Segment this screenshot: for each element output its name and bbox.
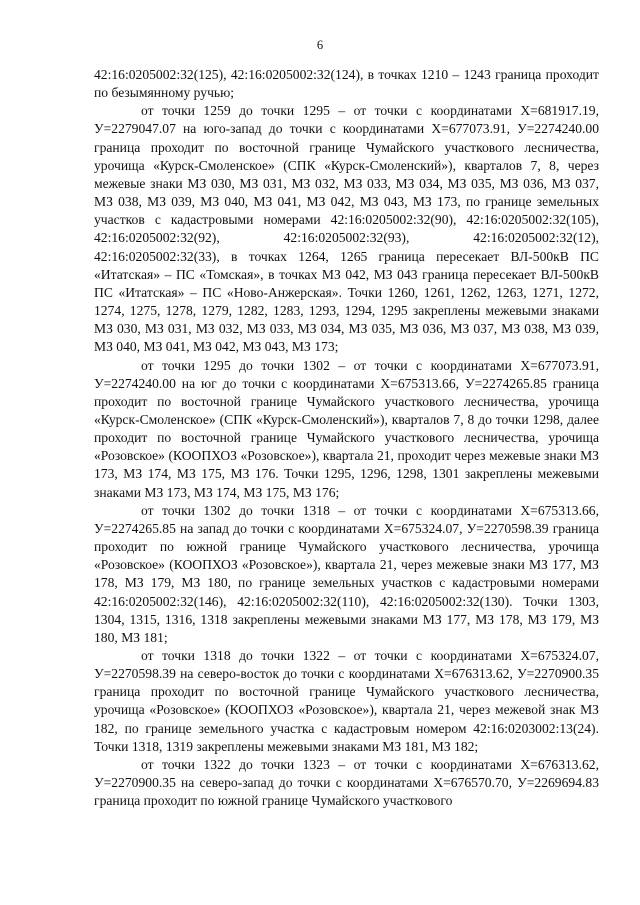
paragraph: от точки 1322 до точки 1323 – от точки с координатами Х=676313.62, У=2270900.35 на северо-запад до точки с координатами Х=676570.70, У=2269694.83 граница проходит по южной границе Чумайского участкового: [94, 756, 599, 809]
paragraph: от точки 1302 до точки 1318 – от точки с координатами Х=675313.66, У=2274265.85 на запад до точки с координатами Х=675324.07, У=2270598.39 граница проходит по южной границе Чумайского участкового лесничества, урочища «Розовское» (КООПХОЗ «Розовское»), квартала 21, через межевые знаки МЗ 177, МЗ 178, МЗ 179, МЗ 180, по границе земельных участков с кадастровыми номерами 42:16:0205002:32(146), 42:16:0205002:32(110), 42:16:0205002:32(130). Точки 1303, 1304, 1315, 1316, 1318 закреплены межевыми знаками МЗ 177, МЗ 178, МЗ 179, МЗ 180, МЗ 181;: [94, 502, 599, 645]
page-number: 6: [316, 38, 324, 52]
paragraph: от точки 1259 до точки 1295 – от точки с координатами Х=681917.19, У=2279047.07 на юго-запад до точки с координатами Х=677073.91, У=2274240.00 граница проходит по восточной границе Чумайского участкового лесничества, урочища «Курск-Смоленское» (СПК «Курск-Смоленский»), кварталов 7, 8, через межевые знаки МЗ 030, МЗ 031, МЗ 032, МЗ 033, МЗ 034, МЗ 035, МЗ 036, МЗ 037, МЗ 038, МЗ 039, МЗ 040, МЗ 041, МЗ 042, МЗ 043, МЗ 173, по границе земельных участков с кадастровыми номерами 42:16:0205002:32(90), 42:16:0205002:32(105), 42:16:0205002:32(92), 42:16:0205002:32(93), 42:16:0205002:32(12), 42:16:0205002:32(33), в точках 1264, 1265 граница пересекает ВЛ-500кВ ПС «Итатская» – ПС «Томская», в точках МЗ 042, МЗ 043 граница пересекает ВЛ-500кВ ПС «Итатская» – ПС «Ново-Анжерская». Точки 1260, 1261, 1262, 1263, 1271, 1272, 1274, 1275, 1278, 1279, 1282, 1283, 1293, 1294, 1295 закреплены межевыми знаками МЗ 030, МЗ 031, МЗ 032, МЗ 033, МЗ 034, МЗ 035, МЗ 036, МЗ 037, МЗ 038, МЗ 039, МЗ 040, МЗ 041, МЗ 042, МЗ 043, МЗ 173;: [94, 103, 599, 355]
paragraph: от точки 1295 до точки 1302 – от точки с координатами Х=677073.91, У=2274240.00 на юг до точки с координатами Х=675313.66, У=2274265.85 граница проходит по восточной границе Чумайского участкового лесничества, урочища «Курск-Смоленское» (СПК «Курск-Смоленский»), кварталов 7, 8 до точки 1298, далее проходит по восточной границе Чумайского участкового лесничества, урочища «Розовское» (КООПХОЗ «Розовское»), квартала 21, проходит через межевые знаки МЗ 173, МЗ 174, МЗ 175, МЗ 176. Точки 1295, 1296, 1298, 1301 закреплены межевыми знаками МЗ 173, МЗ 174, МЗ 175, МЗ 176;: [94, 357, 599, 500]
paragraph: от точки 1318 до точки 1322 – от точки с координатами Х=675324.07, У=2270598.39 на северо-восток до точки с координатами Х=676313.62, У=2270900.35 граница проходит по восточной границе Чумайского участкового лесничества, урочища «Розовское» (КООПХОЗ «Розовское»), квартала 21, через межевой знак МЗ 182, по границе земельного участка с кадастровым номером 42:16:0203002:13(24). Точки 1318, 1319 закреплены межевыми знаками МЗ 181, МЗ 182;: [94, 648, 599, 754]
paragraph: 42:16:0205002:32(125), 42:16:0205002:32(124), в точках 1210 – 1243 граница проходит по безымянному ручью;: [94, 67, 599, 101]
document-body: [94, 66, 599, 810]
